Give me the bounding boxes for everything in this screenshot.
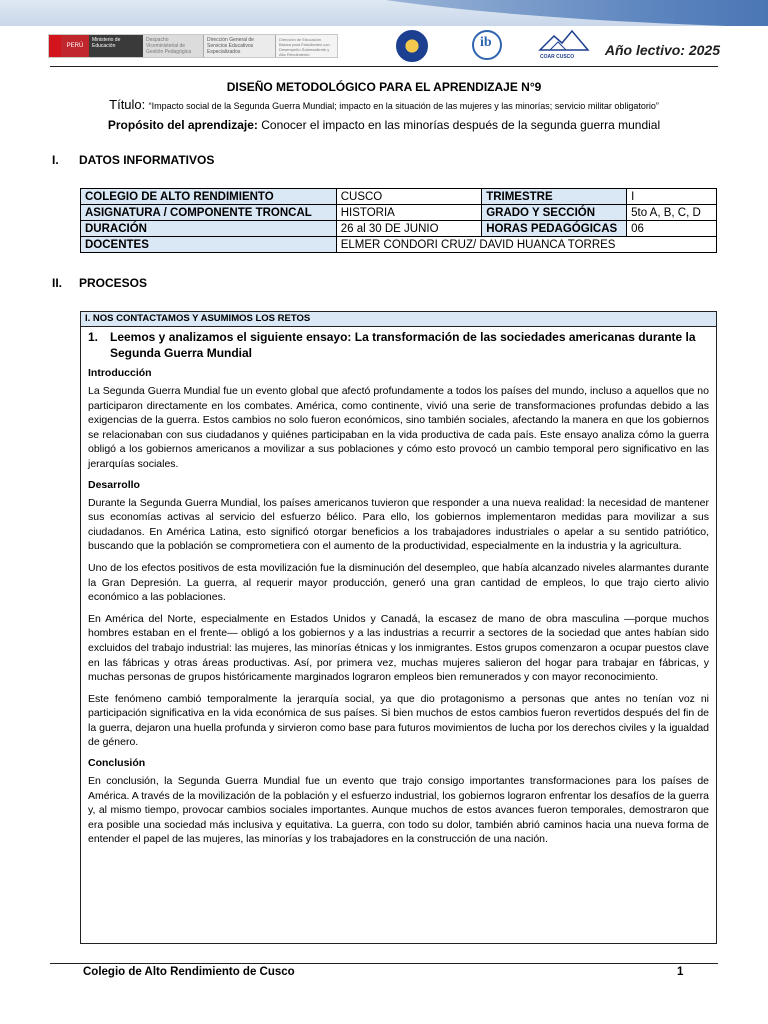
section-label: DATOS INFORMATIVOS <box>79 153 215 167</box>
desarrollo-paragraph: Durante la Segunda Guerra Mundial, los países americanos tuvieron que responder a una nueva realidad: la necesidad de mantener sus economías activas al servicio del esfuerzo bélico. Para ello, los gobiernos implementaron medidas para movilizar a sus ciudadanos. En América Latina, esto significó otorgar beneficios a los trabajadores industriales o apelar a su sentido patriótico, buscando que la población se comprometiera con el aumento de la productividad, especialmente en la industria y la agricultura. <box>88 496 709 553</box>
table-key: DOCENTES <box>81 237 337 253</box>
direccion-general-label: Dirección General de Servicios Educativos Especializados <box>203 35 275 57</box>
peru-label: PERÚ <box>61 35 89 57</box>
school-year-label: Año lectivo: 2025 <box>604 42 720 58</box>
page-number: 1 <box>677 966 684 978</box>
table-key: DURACIÓN <box>81 221 337 237</box>
table-value: 06 <box>627 221 717 237</box>
session-title <box>0 97 768 112</box>
question-title <box>88 329 709 361</box>
table-row <box>81 205 717 221</box>
section-heading-datos <box>52 153 214 167</box>
process-content <box>81 327 716 847</box>
header-divider <box>50 66 718 67</box>
table-row <box>81 221 717 237</box>
table-key: ASIGNATURA / COMPONENTE TRONCAL <box>81 205 337 221</box>
footer-school: Colegio de Alto Rendimiento de Cusco <box>83 966 295 978</box>
coar-label: COAR CUSCO <box>540 54 575 60</box>
conclusion-heading: Conclusión <box>88 757 146 770</box>
minedu-logo <box>48 34 338 58</box>
section-heading-procesos <box>52 276 147 290</box>
titulo-label: Título: <box>109 97 146 112</box>
ministry-label: Ministerio de Educación <box>89 35 143 57</box>
table-value: I <box>627 189 717 205</box>
titulo-value: “Impacto social de la Segunda Guerra Mundial; impacto en la situación de las mujeres y las minorías; servicio militar obligatorio” <box>148 101 659 111</box>
proposito-value: Conocer el impacto en las minorías después de la segunda guerra mundial <box>261 118 661 132</box>
desarrollo-heading: Desarrollo <box>88 478 140 491</box>
section-number: I. <box>52 153 59 167</box>
table-value: 26 al 30 DE JUNIO <box>336 221 481 237</box>
process-bar: I. NOS CONTACTAMOS Y ASUMIMOS LOS RETOS <box>81 312 716 327</box>
table-key: TRIMESTRE <box>482 189 627 205</box>
desarrollo-paragraph: Este fenómeno cambió temporalmente la jerarquía social, ya que dio protagonismo a personas que antes no tenían voz ni participación significativa en la vida económica de sus países. Si bien muchos de estos cambios fueron revertidos después del fin de la guerra, dejaron una huella profunda y sirvieron como base para futuros movimientos de lucha por los derechos civiles y la igualdad de género. <box>88 692 709 749</box>
table-key: COLEGIO DE ALTO RENDIMIENTO <box>81 189 337 205</box>
table-value: 5to A, B, C, D <box>627 205 717 221</box>
section-label: PROCESOS <box>79 276 148 290</box>
table-value: HISTORIA <box>336 205 481 221</box>
desarrollo-paragraph: Uno de los efectos positivos de esta movilización fue la disminución del desempleo, que había alcanzado niveles alarmantes durante la Gran Depresión. La guerra, al requerir mayor producción, generó una gran cantidad de empleos, lo que trajo cierto alivio económico a las poblaciones. <box>88 561 709 604</box>
question-number: 1. <box>88 330 99 344</box>
coar-cusco-logo <box>536 28 592 60</box>
section-number: II. <box>52 276 63 290</box>
desarrollo-paragraph: En América del Norte, especialmente en Estados Unidos y Canadá, la escasez de mano de obra masculina —porque muchos hombres estaban en el frente— obligó a los gobiernos y a las industrias a recurrir a sectores de la sociedad que antes habían sido excluidos del trabajo industrial: las mujeres, las minorías étnicas y los inmigrantes. Estos grupos comenzaron a ocupar puestos clave en las fábricas y otras áreas productivas. Así, por primera vez, muchas mujeres salieron del hogar para trabajar en fábricas, y muchas personas de grupos históricamente marginados lograron empleos bien remunerados y con mayor reconocimiento. <box>88 612 709 684</box>
top-decorative-band <box>0 0 768 26</box>
question-text: Leemos y analizamos el siguiente ensayo: La transformación de las sociedades americanas durante la Segunda Guerra Mundial <box>110 330 696 360</box>
decorative-swoosh <box>260 0 768 26</box>
table-value: ELMER CONDORI CRUZ/ DAVID HUANCA TORRES <box>336 237 716 253</box>
direccion-label: Dirección de Educación Básica para Estudiantes con Desempeño Sobresaliente y Alto Rendimiento <box>275 35 337 57</box>
intro-paragraph: La Segunda Guerra Mundial fue un evento global que afectó profundamente a todos los países del mundo, incluso a aquellos que no participaron directamente en los combates. América, como continente, vivió una serie de transformaciones profundas debido a las exigencias de la guerra. Estos cambios no solo fueron económicos, sino también sociales, afectando la manera en que los gobiernos se relacionaban con sus ciudadanos y quiénes participaban en la vida productiva de cada país. Este ensayo analiza cómo la guerra obligó a los gobiernos americanos a movilizar a sus poblaciones y cómo esto provocó un cambio temporal pero significativo en las jerarquías sociales. <box>88 385 709 470</box>
ib-logo-icon <box>472 30 502 60</box>
intro-heading: Introducción <box>88 367 152 379</box>
peru-flag-icon <box>49 35 61 57</box>
info-table <box>80 188 717 253</box>
table-row <box>81 189 717 205</box>
mountain-icon <box>536 28 592 52</box>
document-title: DISEÑO METODOLÓGICO PARA EL APRENDIZAJE N°9 <box>226 80 542 94</box>
footer-divider <box>50 963 718 964</box>
proposito-label: Propósito del aprendizaje: <box>107 118 258 132</box>
learning-purpose <box>0 118 768 132</box>
institution-seal-icon <box>396 30 428 62</box>
table-key: GRADO Y SECCIÓN <box>482 205 627 221</box>
table-row <box>81 237 717 253</box>
process-box <box>80 311 717 944</box>
table-value: CUSCO <box>336 189 481 205</box>
header-logos <box>48 28 718 62</box>
table-key: HORAS PEDAGÓGICAS <box>482 221 627 237</box>
vice-label: Despacho Viceministerial de Gestión Pedagógica <box>143 35 203 57</box>
conclusion-paragraph: En conclusión, la Segunda Guerra Mundial fue un evento que trajo consigo importantes transformaciones para los países de América. A través de la movilización de la población y el esfuerzo industrial, los gobiernos lograron enfrentar los desafíos de la guerra y, al mismo tiempo, provocar cambios sociales importantes. Aunque muchos de estos avances fueron temporales, demostraron que era posible una sociedad más inclusiva y equitativa. La guerra, con todo su dolor, también abrió caminos hacia una nueva forma de entender el papel de las mujeres, las minorías y los trabajadores en la construcción de una nación. <box>88 775 710 846</box>
